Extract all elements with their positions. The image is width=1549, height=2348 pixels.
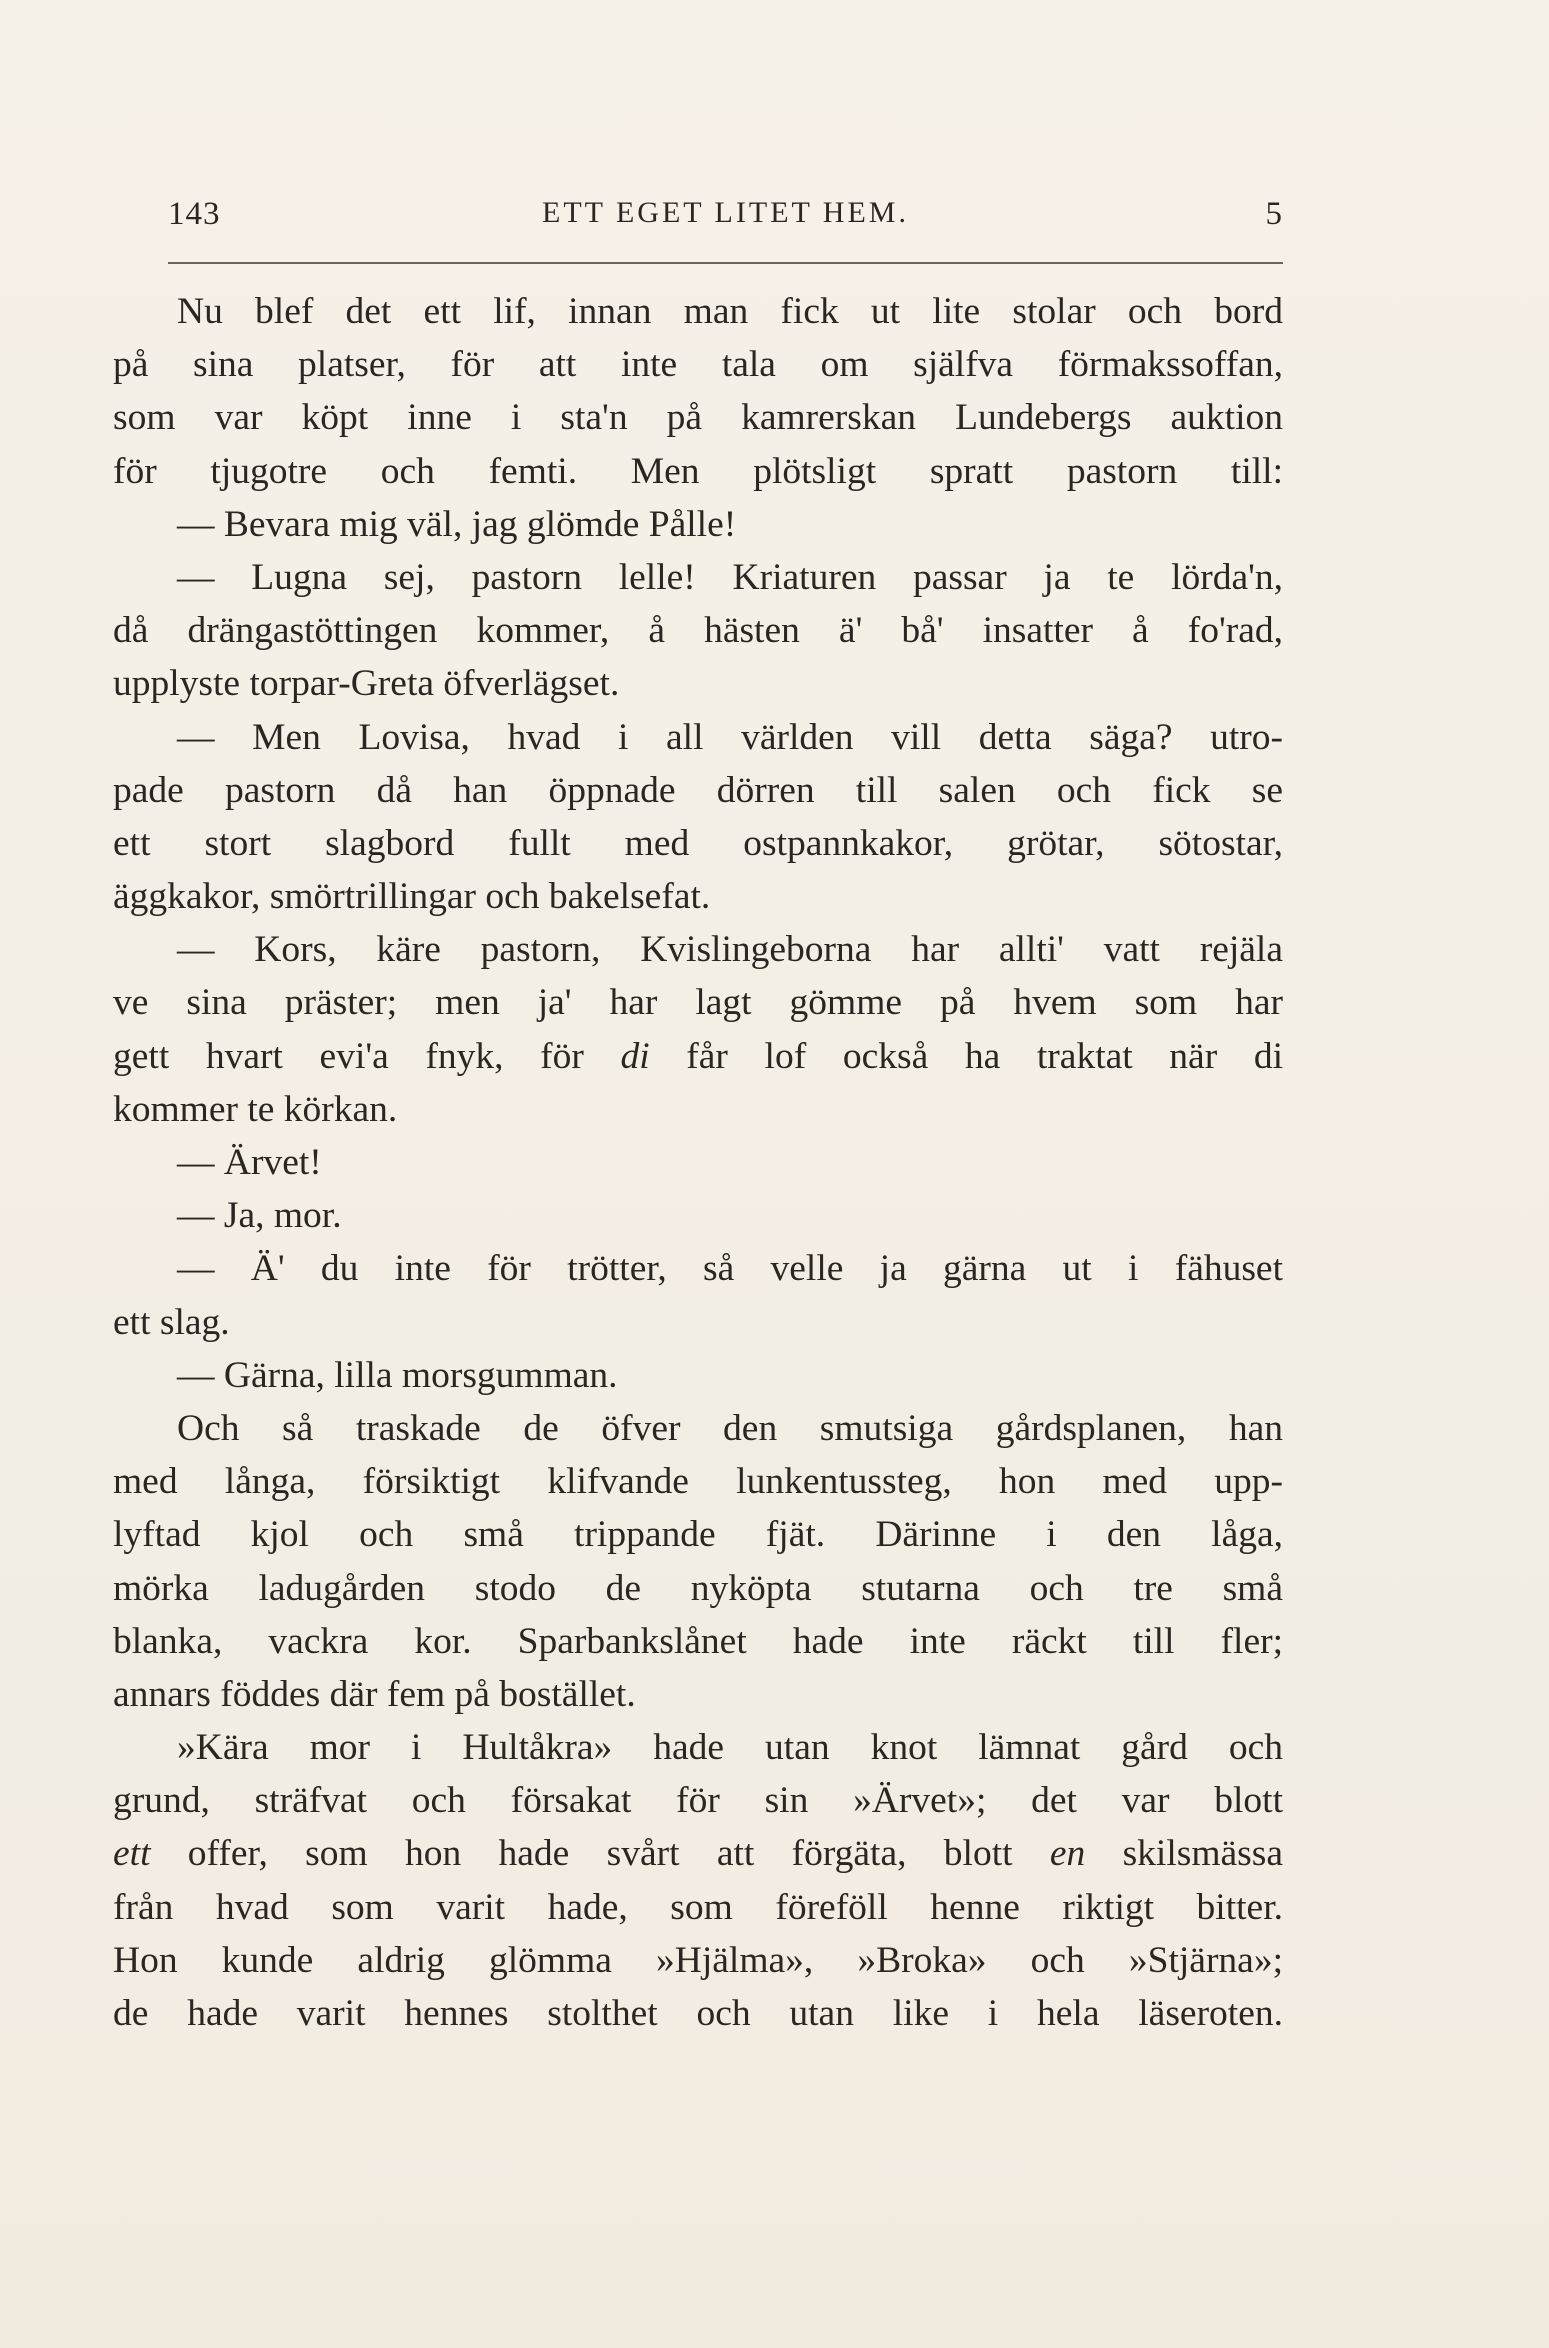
text-line: från hvad som varit hade, som föreföll henne riktigt bitter. xyxy=(113,1886,1283,1928)
body-text xyxy=(113,285,1283,2040)
running-title: ETT EGET LITET HEM. xyxy=(542,196,909,229)
page-number-left: 143 xyxy=(168,196,221,232)
text-line: kommer te körkan. xyxy=(113,1088,398,1130)
page-header xyxy=(168,196,1283,244)
text-line: — Bevara mig väl, jag glömde Pålle! xyxy=(177,503,737,545)
text-segment: gett hvart evi'a fnyk, för xyxy=(113,1035,621,1077)
text-line: som var köpt inne i sta'n på kamrerskan Lundebergs auktion xyxy=(113,397,1283,439)
text-line: — Men Lovisa, hvad i all världen vill detta säga? utro- xyxy=(177,716,1283,758)
text-line: Nu blef det ett lif, innan man fick ut lite stolar och bord xyxy=(177,291,1283,332)
text-line: äggkakor, smörtrillingar och bakelsefat. xyxy=(113,876,711,918)
text-line: grund, sträfvat och försakat för sin »Ärvet»; det var blott xyxy=(113,1780,1283,1822)
text-line: mörka ladugården stodo de nyköpta stutarna och tre små xyxy=(113,1567,1283,1609)
text-line: — Ä' du inte för trötter, så velle ja gärna ut i fähuset xyxy=(177,1248,1283,1290)
text-line: — Ja, mor. xyxy=(177,1195,342,1237)
text-line: pade pastorn då han öppnade dörren till salen och fick se xyxy=(113,769,1283,811)
page-number-right: 5 xyxy=(1265,196,1283,232)
text-line: — Kors, käre pastorn, Kvislingeborna har allti' vatt rejäla xyxy=(177,929,1283,971)
text-line: med långa, försiktigt klifvande lunkentussteg, hon med upp- xyxy=(113,1461,1283,1503)
text-line: lyftad kjol och små trippande fjät. Därinne i den låga, xyxy=(113,1514,1283,1556)
text-line: ve sina präster; men ja' har lagt gömme på hvem som har xyxy=(113,982,1283,1024)
italic-word: di xyxy=(620,1035,650,1077)
text-segment: får lof också ha traktat när di xyxy=(649,1035,1283,1077)
text-line: ett stort slagbord fullt med ostpannkakor, grötar, sötostar, xyxy=(113,822,1283,864)
text-line: de hade varit hennes stolthet och utan like i hela läseroten. xyxy=(113,1993,1283,2034)
text-line: på sina platser, för att inte tala om själfva förmakssoffan, xyxy=(113,344,1283,386)
italic-word: en xyxy=(1049,1833,1086,1875)
text-line xyxy=(113,1827,1283,1880)
text-line: — Ärvet! xyxy=(177,1142,322,1183)
text-line xyxy=(113,1030,1283,1083)
italic-word: ett xyxy=(113,1833,151,1875)
header-rule xyxy=(168,262,1283,264)
text-line: blanka, vackra kor. Sparbankslånet hade inte räckt till fler; xyxy=(113,1620,1283,1662)
text-line: »Kära mor i Hultåkra» hade utan knot lämnat gård och xyxy=(177,1727,1283,1769)
text-line: Och så traskade de öfver den smutsiga gårdsplanen, han xyxy=(177,1407,1283,1449)
text-line: för tjugotre och femti. Men plötsligt spratt pastorn till: xyxy=(113,450,1283,492)
text-segment: skilsmässa xyxy=(1085,1833,1283,1875)
text-line: då drängastöttingen kommer, å hästen ä' bå' insatter å fo'rad, xyxy=(113,610,1283,652)
text-line: — Gärna, lilla morsgumman. xyxy=(177,1354,618,1396)
text-line: ett slag. xyxy=(113,1301,230,1343)
text-line: Hon kunde aldrig glömma »Hjälma», »Broka» och »Stjärna»; xyxy=(113,1939,1283,1981)
text-line: annars föddes där fem på bostället. xyxy=(113,1673,636,1715)
text-line: upplyste torpar-Greta öfverlägset. xyxy=(113,663,620,705)
text-line: — Lugna sej, pastorn lelle! Kriaturen passar ja te lörda'n, xyxy=(177,556,1283,598)
text-segment: offer, som hon hade svårt att förgäta, blott xyxy=(150,1833,1050,1875)
